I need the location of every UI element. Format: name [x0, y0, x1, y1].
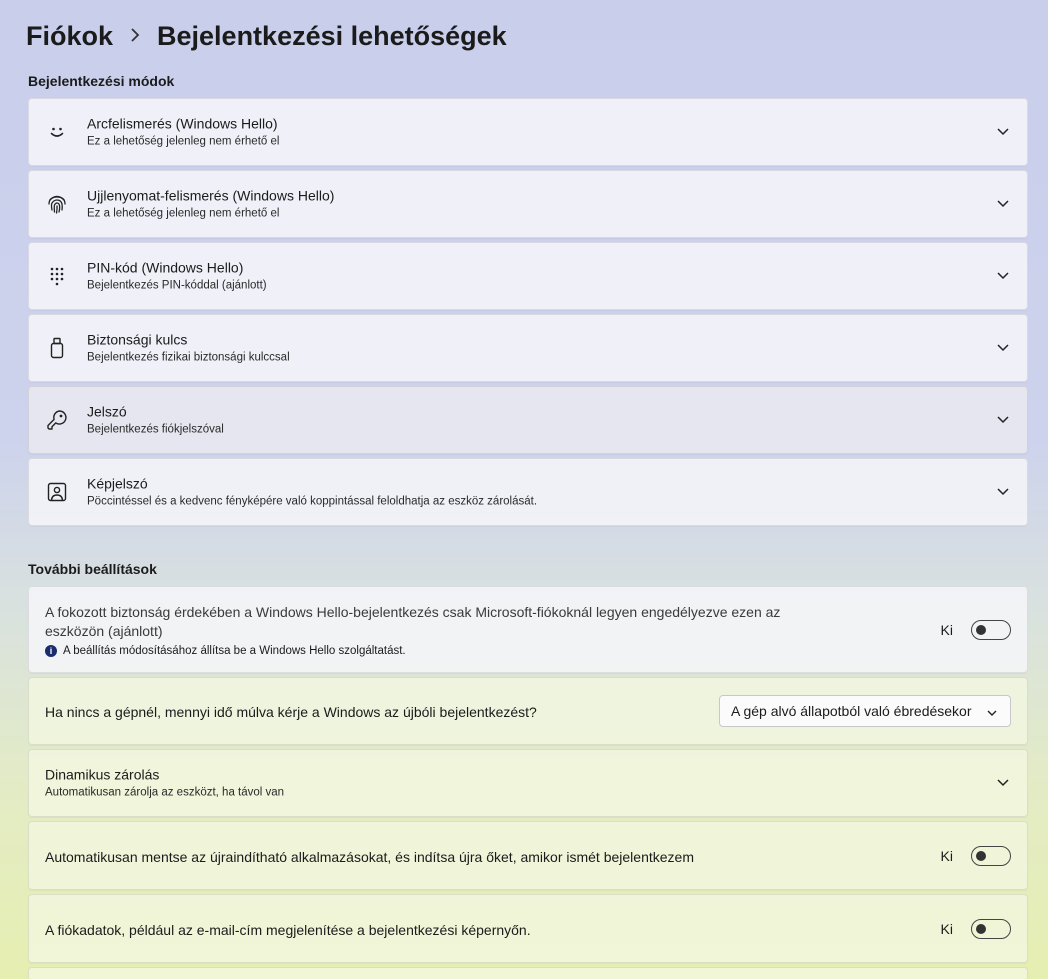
setting-subtitle: Automatikusan zárolja az eszközt, ha távol van [45, 786, 285, 799]
usb-key-icon [45, 336, 69, 360]
dropdown-selected-value: A gép alvó állapotból való ébredésekor [731, 703, 972, 719]
signin-item-subtitle: Bejelentkezés PIN-kóddal (ajánlott) [87, 279, 267, 292]
signin-item-security-key[interactable] [28, 314, 1028, 382]
signin-item-picture-password[interactable] [28, 458, 1028, 526]
setting-text: A fiókadatok, például az e-mail-cím megjelenítése a bejelentkezési képernyőn. [45, 922, 531, 938]
signin-item-subtitle: Ez a lehetőség jelenleg nem érhető el [87, 135, 280, 148]
hello-only-toggle-group [941, 620, 1011, 640]
picture-icon [45, 480, 69, 504]
require-signin-dropdown[interactable] [719, 695, 1011, 727]
toggle-state-label: Ki [940, 621, 953, 638]
breadcrumb-parent[interactable]: Fiókok [26, 20, 114, 51]
account-details-toggle-group [941, 919, 1011, 939]
chevron-down-icon [986, 705, 998, 721]
setting-title: Dinamikus zárolás [45, 766, 160, 783]
breadcrumb [26, 18, 507, 54]
pin-keypad-icon [45, 264, 69, 288]
signin-item-password[interactable] [28, 386, 1028, 454]
key-icon [45, 408, 69, 432]
chevron-down-icon[interactable] [995, 412, 1011, 428]
smiley-face-icon [45, 120, 69, 144]
section-title-additional: További beállítások [28, 561, 157, 577]
signin-item-subtitle: Ez a lehetőség jelenleg nem érhető el [87, 207, 280, 220]
section-title-signin: Bejelentkezési módok [28, 73, 175, 89]
info-text: A beállítás módosításához állítsa be a Windows Hello szolgáltatást. [63, 645, 406, 657]
toggle-knob [976, 625, 986, 635]
signin-item-title: Arcfelismerés (Windows Hello) [87, 115, 278, 132]
setting-account-details [28, 894, 1028, 963]
signin-item-title: Képjelszó [87, 475, 148, 492]
signin-item-title: Ujjlenyomat-felismerés (Windows Hello) [87, 187, 335, 204]
setting-next-partial [28, 967, 1028, 979]
signin-item-fingerprint[interactable] [28, 170, 1028, 238]
restart-apps-toggle[interactable] [971, 846, 1011, 866]
setting-text: Ha nincs a gépnél, mennyi idő múlva kérje a Windows az újbóli bejelentkezést? [45, 704, 537, 720]
setting-text: Automatikusan mentse az újraindítható alkalmazásokat, és indítsa újra őket, amikor ismét bejelentkezem [45, 849, 694, 865]
hello-only-toggle[interactable] [971, 620, 1011, 640]
signin-item-subtitle: Bejelentkezés fiókjelszóval [87, 423, 224, 436]
setting-require-signin [28, 677, 1028, 745]
fingerprint-icon [45, 192, 69, 216]
signin-item-face[interactable] [28, 98, 1028, 166]
signin-item-title: Biztonsági kulcs [87, 331, 188, 348]
signin-item-title: PIN-kód (Windows Hello) [87, 259, 244, 276]
signin-item-subtitle: Pöccintéssel és a kedvenc fényképére való koppintással feloldhatja az eszköz zárolását. [87, 495, 538, 508]
chevron-down-icon[interactable] [995, 268, 1011, 284]
info-message [45, 645, 815, 657]
toggle-knob [976, 851, 986, 861]
account-details-toggle[interactable] [971, 919, 1011, 939]
page-title: Bejelentkezési lehetőségek [157, 20, 507, 51]
chevron-down-icon[interactable] [995, 484, 1011, 500]
setting-dynamic-lock[interactable] [28, 749, 1028, 817]
signin-item-pin[interactable] [28, 242, 1028, 310]
toggle-state-label: Ki [940, 847, 953, 864]
chevron-down-icon[interactable] [995, 775, 1011, 791]
setting-text: A fokozott biztonság érdekében a Windows Hello-bejelentkezés csak Microsoft-fiókoknál legyen engedélyezve ezen az eszközön (ajánlott) [45, 604, 781, 639]
toggle-state-label: Ki [940, 920, 953, 937]
chevron-down-icon[interactable] [995, 340, 1011, 356]
setting-hello-only [28, 586, 1028, 673]
chevron-down-icon[interactable] [995, 124, 1011, 140]
toggle-knob [976, 924, 986, 934]
restart-apps-toggle-group [941, 846, 1011, 866]
info-icon: i [45, 645, 57, 657]
chevron-right-icon [129, 23, 141, 49]
setting-restart-apps [28, 821, 1028, 890]
signin-item-title: Jelszó [87, 403, 127, 420]
chevron-down-icon[interactable] [995, 196, 1011, 212]
signin-item-subtitle: Bejelentkezés fizikai biztonsági kulccsal [87, 351, 290, 364]
